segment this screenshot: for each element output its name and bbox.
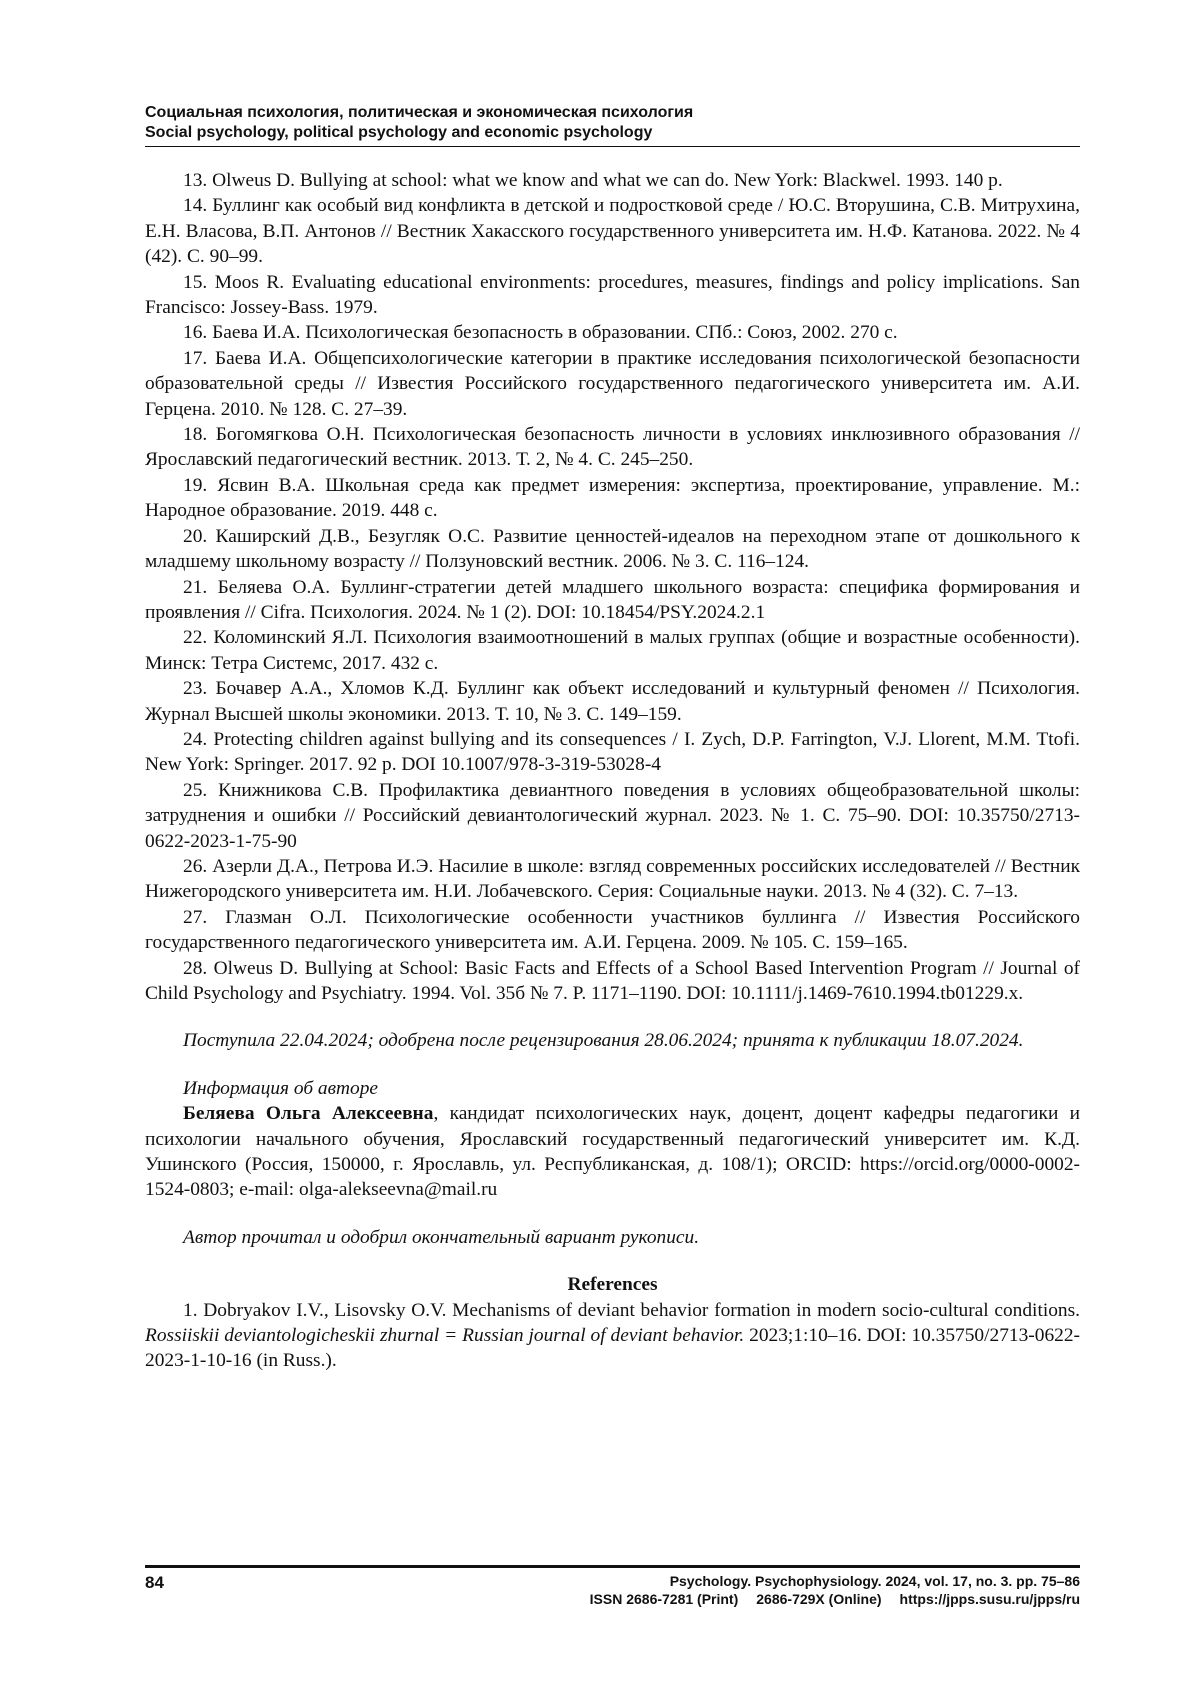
reference-item: 23. Бочавер А.А., Хломов К.Д. Буллинг как объект исследований и культурный феномен // Психология. Журнал Высшей школы экономики. 2013. Т. 10, № 3. С. 149–159. [145, 676, 1080, 727]
reference-item: 21. Беляева О.А. Буллинг-стратегии детей младшего школьного возраста: специфика формирования и проявления // Cifra. Психология. 2024. № 1 (2). DOI: 10.18454/PSY.2024.2.1 [145, 575, 1080, 626]
header-divider [145, 146, 1080, 147]
reference-item: 24. Protecting children against bullying and its consequences / I. Zych, D.P. Farrington, V.J. Llorent, M.M. Ttofi. New York: Springer. 2017. 92 p. DOI 10.1007/978-3-319-53028-4 [145, 727, 1080, 778]
author-info-heading: Информация об авторе [145, 1076, 1080, 1101]
approval-statement: Автор прочитал и одобрил окончательный вариант рукописи. [145, 1225, 1080, 1250]
header-title-ru: Социальная психология, политическая и экономическая психология [145, 103, 1080, 123]
issn-line [590, 1590, 1080, 1608]
reference-item: 25. Книжникова С.В. Профилактика девиантного поведения в условиях общеобразовательной школы: затруднения и ошибки // Российский девиантологический журнал. 2023. № 1. С. 75–90. DOI: 10.35750/2713-0622-2023-1-75-90 [145, 778, 1080, 854]
document-page [0, 0, 1200, 1697]
journal-url: https://jpps.susu.ru/jpps/ru [900, 1591, 1080, 1607]
running-header [145, 103, 1080, 143]
journal-footer [590, 1572, 1080, 1608]
header-title-en: Social psychology, political psychology and economic psychology [145, 123, 1080, 143]
reference-item: 14. Буллинг как особый вид конфликта в детской и подростковой среде / Ю.С. Вторушина, С.В. Митрухина, Е.Н. Власова, В.П. Антонов // Вестник Хакасского государственного университета им. Н.Ф. Катанова. 2022. № 4 (42). С. 90–99. [145, 193, 1080, 269]
reference-item: 16. Баева И.А. Психологическая безопасность в образовании. СПб.: Союз, 2002. 270 с. [145, 320, 1080, 345]
reference-item: 22. Коломинский Я.Л. Психология взаимоотношений в малых группах (общие и возрастные особенности). Минск: Тетра Системс, 2017. 432 с. [145, 625, 1080, 676]
reference-item: 18. Богомягкова О.Н. Психологическая безопасность личности в условиях инклюзивного образования // Ярославский педагогический вестник. 2013. Т. 2, № 4. С. 245–250. [145, 422, 1080, 473]
journal-citation: Psychology. Psychophysiology. 2024, vol. 17, no. 3. pp. 75–86 [590, 1572, 1080, 1590]
author-details: , кандидат психологических наук, доцент, доцент кафедры педагогики и психологии начального обучения, Ярославский государственный педагогический университет им. К.Д. Ушинского (Россия, 150000, г. Ярославль, ул. Республиканская, д. 108/1); ORCID: https://orcid.org/0000-0002-1524-0803; e-mail: olga-alekseevna@mail.ru [145, 1103, 1080, 1200]
reference-text: 1. Dobryakov I.V., Lisovsky O.V. Mechanisms of deviant behavior formation in modern socio-cultural conditions. [183, 1300, 1080, 1321]
issn-online: 2686-729X (Online) [756, 1591, 881, 1607]
reference-item: 17. Баева И.А. Общепсихологические категории в практике исследования психологической безопасности образовательной среды // Известия Российского государственного педагогического университета им. А.И. Герцена. 2010. № 128. С. 27–39. [145, 346, 1080, 422]
reference-item: 27. Глазман О.Л. Психологические особенности участников буллинга // Известия Российского государственного педагогического университета им. А.И. Герцена. 2009. № 105. С. 159–165. [145, 905, 1080, 956]
reference-item-en [145, 1298, 1080, 1374]
page-number: 84 [145, 1573, 164, 1593]
reference-item: 20. Каширский Д.В., Безугляк О.С. Развитие ценностей-идеалов на переходном этапе от дошкольного к младшему школьному возрасту // Ползуновский вестник. 2006. № 3. С. 116–124. [145, 524, 1080, 575]
reference-journal: Rossiiskii deviantologicheskii zhurnal = Russian journal of deviant behavior. [145, 1325, 744, 1346]
author-name: Беляева Ольга Алексеевна [183, 1103, 433, 1124]
main-text [145, 168, 1080, 1374]
received-dates: Поступила 22.04.2024; одобрена после рецензирования 28.06.2024; принята к публикации 18.07.2024. [145, 1028, 1080, 1053]
issn-print: ISSN 2686-7281 (Print) [590, 1591, 739, 1607]
reference-item: 26. Азерли Д.А., Петрова И.Э. Насилие в школе: взгляд современных российских исследователей // Вестник Нижегородского университета им. Н.И. Лобачевского. Серия: Социальные науки. 2013. № 4 (32). С. 7–13. [145, 854, 1080, 905]
reference-item: 13. Olweus D. Bullying at school: what we know and what we can do. New York: Blackwel. 1993. 140 p. [145, 168, 1080, 193]
footer-divider [145, 1565, 1080, 1568]
reference-text: 2023;1:10–16. DOI: 10.35750/2713-0622-2023-1-10-16 (in Russ.). [145, 1325, 1080, 1371]
reference-item: 19. Ясвин В.А. Школьная среда как предмет измерения: экспертиза, проектирование, управление. М.: Народное образование. 2019. 448 с. [145, 473, 1080, 524]
references-heading: References [145, 1272, 1080, 1297]
author-info [145, 1101, 1080, 1203]
reference-item: 15. Moos R. Evaluating educational environments: procedures, measures, findings and policy implications. San Francisco: Jossey-Bass. 1979. [145, 270, 1080, 321]
reference-item: 28. Olweus D. Bullying at School: Basic Facts and Effects of a School Based Intervention Program // Journal of Child Psychology and Psychiatry. 1994. Vol. 35б № 7. P. 1171–1190. DOI: 10.1111/j.1469‑7610.1994.tb01229.x. [145, 956, 1080, 1007]
